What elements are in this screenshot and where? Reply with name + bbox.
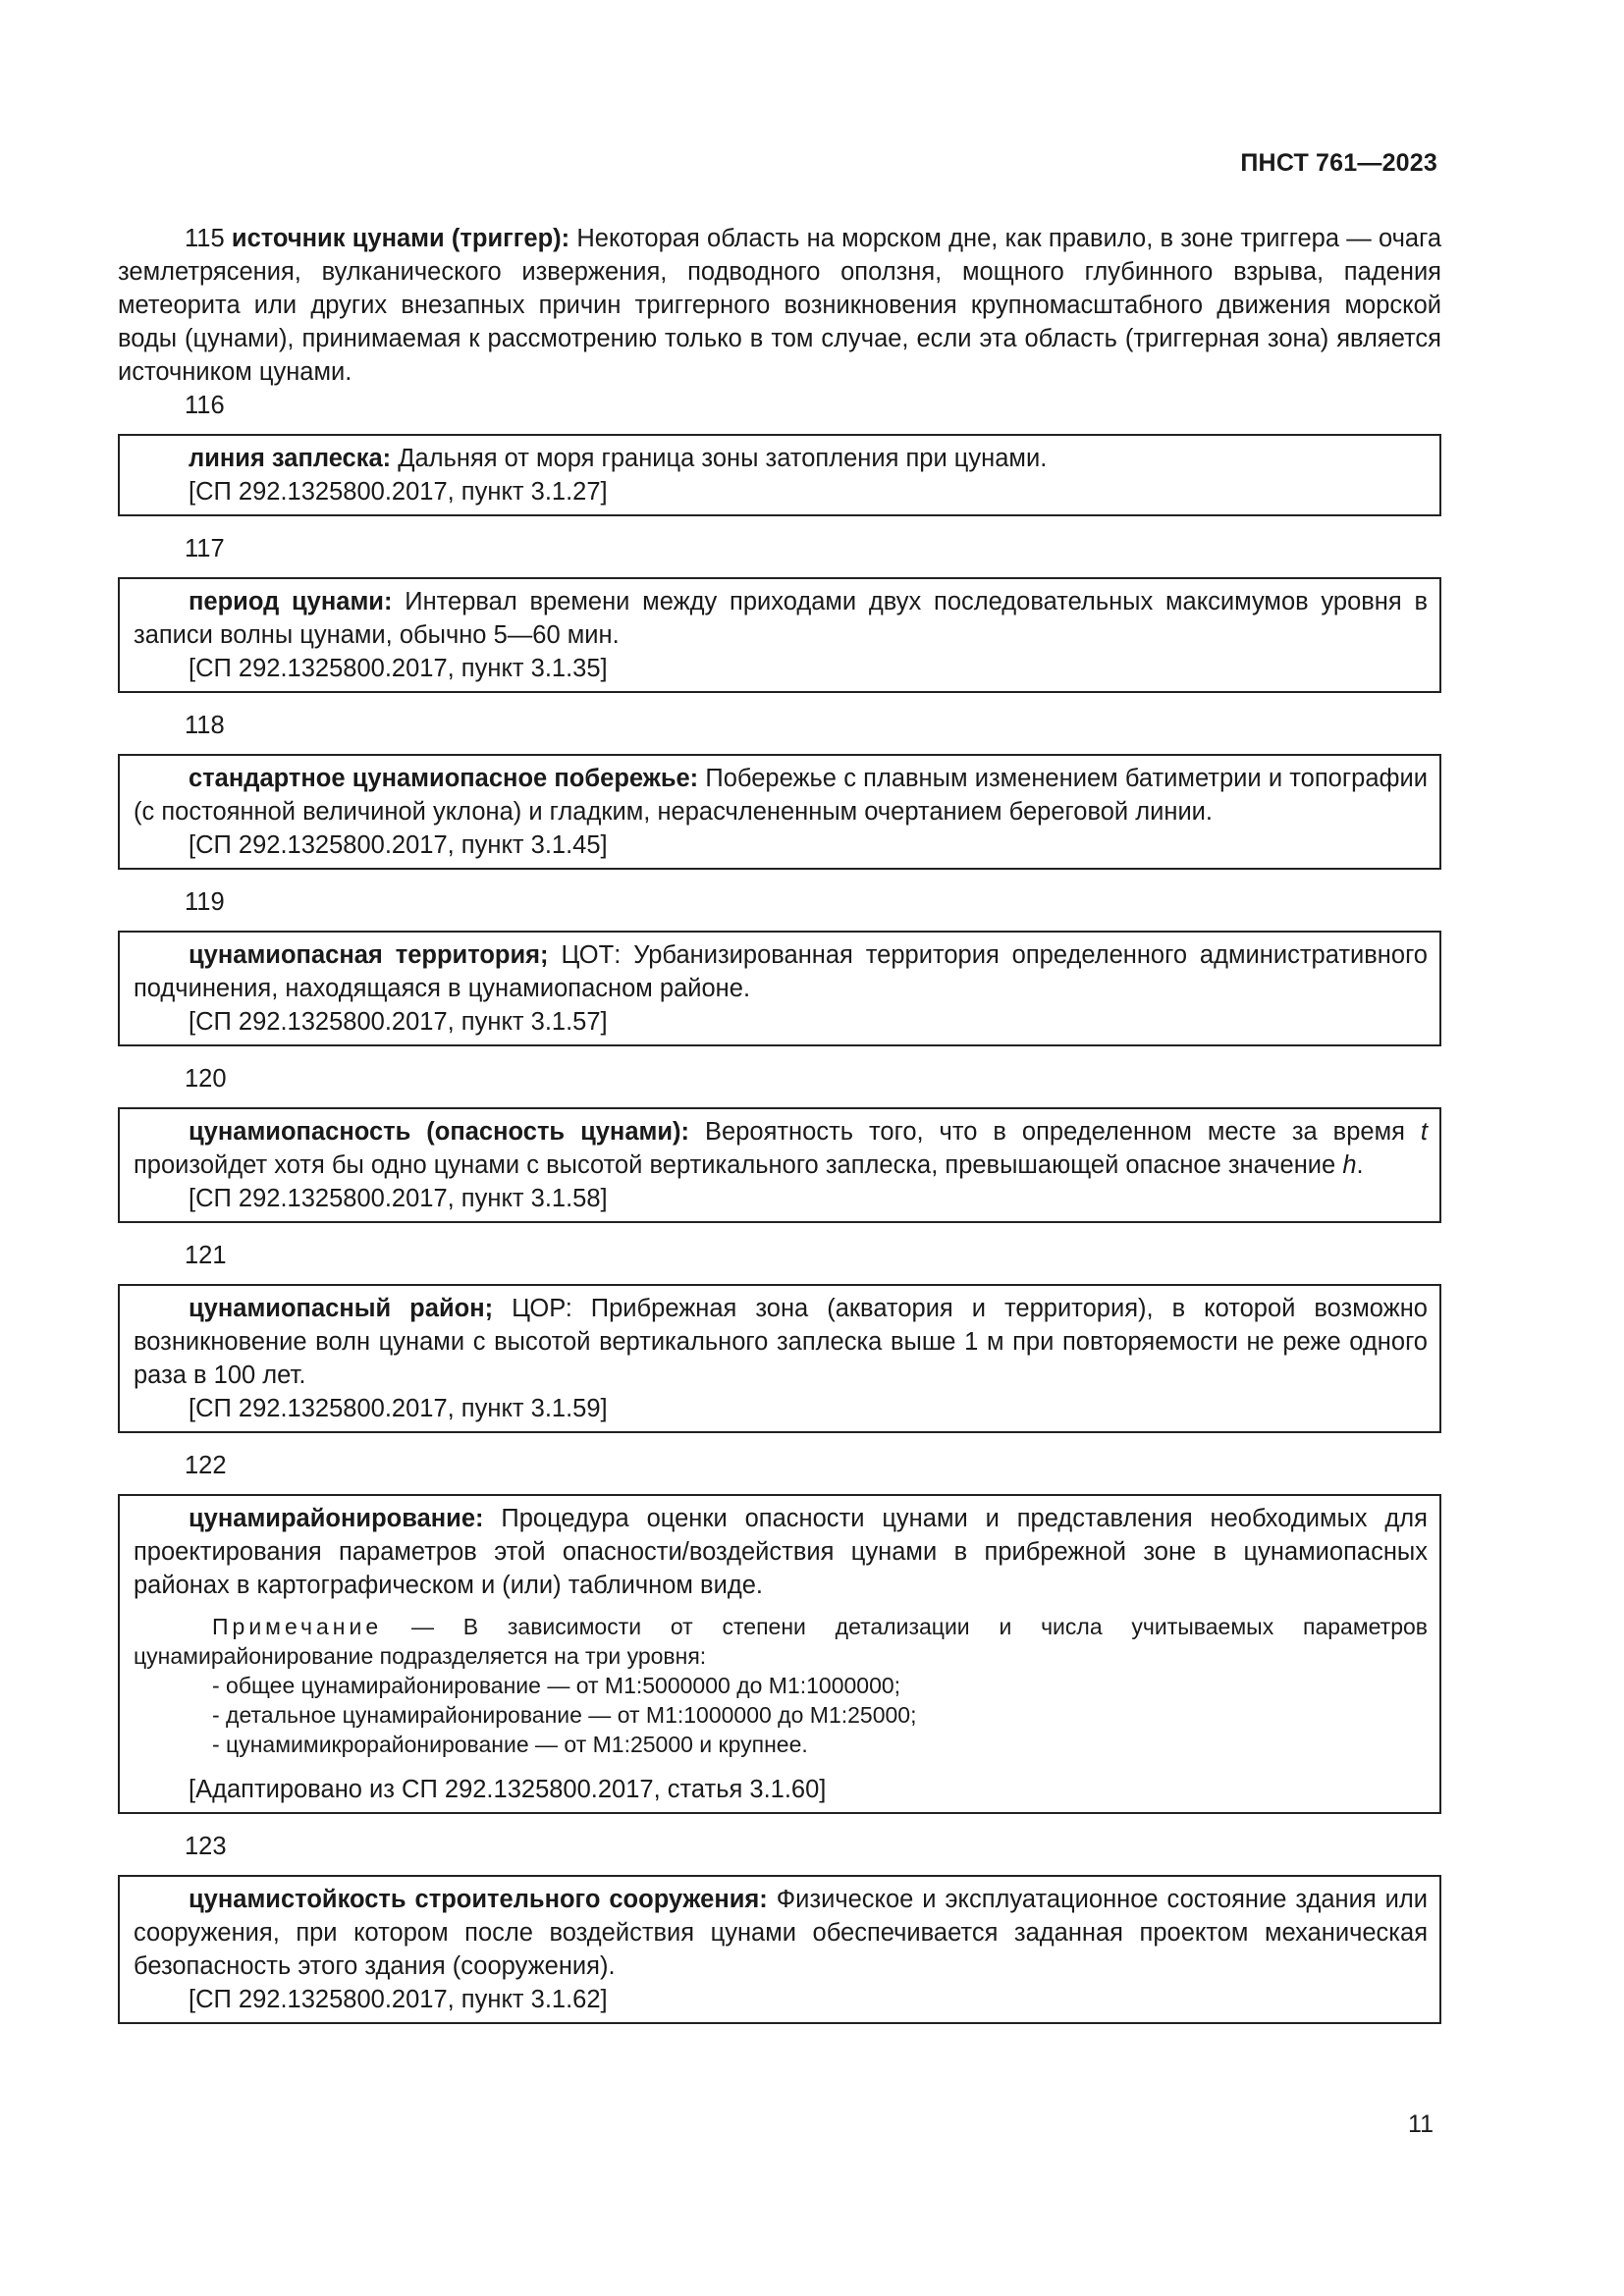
entry-number: 122	[185, 1452, 227, 1479]
entry-definition: Процедура оценки опасности цунами и представления необходимых для проектирования параметров этой опасности/воздействия цунами в прибрежной зоне в цунамиопасных районах в картографическом и (или) табличном виде.	[134, 1505, 1428, 1599]
entry-number: 118	[185, 712, 225, 739]
entry-term: цунамиопасный район;	[189, 1295, 494, 1322]
entry-definition: Физическое и эксплуатационное состояние здания или сооружения, при котором после воздействия цунами обеспечивается заданная проектом механическая безопасность этого здания (сооружения).	[134, 1886, 1428, 1980]
entry-120-box	[118, 1107, 1441, 1223]
page-number: 11	[1408, 2110, 1434, 2138]
entry-term: цунамиопасность (опасность цунами):	[189, 1118, 690, 1146]
entry-source: [СП 292.1325800.2017, пункт 3.1.57]	[189, 1008, 608, 1036]
entry-term: период цунами:	[189, 588, 393, 615]
entry-number: 116	[185, 392, 225, 419]
entry-number: 117	[185, 535, 225, 562]
entry-definition: Вероятность того, что в определенном месте за время	[705, 1118, 1405, 1146]
entry-source: [СП 292.1325800.2017, пункт 3.1.35]	[189, 655, 608, 682]
entry-term: источник цунами (триггер):	[231, 225, 570, 252]
entry-117-box	[118, 577, 1441, 693]
terms-content	[118, 222, 1441, 2040]
entry-number: 119	[185, 888, 225, 916]
note-list-item: - детальное цунамирайонирование — от М1:1000000 до М1:25000;	[212, 1702, 917, 1728]
note-list-item: - общее цунамирайонирование — от М1:5000000 до М1:1000000;	[212, 1673, 901, 1698]
entry-source: [Адаптировано из СП 292.1325800.2017, статья 3.1.60]	[189, 1776, 827, 1803]
note-list-item: - цунамимикрорайонирование — от М1:25000 и крупнее.	[212, 1732, 808, 1757]
entry-definition: ЦОР: Прибрежная зона (акватория и территория), в которой возможно возникновение волн цунами с высотой вертикального заплеска выше 1 м при повторяемости не реже одного раза в 100 лет.	[134, 1295, 1428, 1389]
entry-source: [СП 292.1325800.2017, пункт 3.1.58]	[189, 1185, 608, 1212]
variable-t: t	[1420, 1118, 1428, 1146]
entry-115	[118, 222, 1441, 389]
entry-definition: Побережье с плавным изменением батиметрии и топографии (с постоянной величиной уклона) и гладким, нерасчлененным очертанием береговой линии.	[134, 765, 1428, 826]
entry-121-box	[118, 1284, 1441, 1433]
entry-source: [СП 292.1325800.2017, пункт 3.1.59]	[189, 1395, 608, 1422]
note-label: Примечание	[212, 1614, 383, 1639]
entry-term: линия заплеска:	[189, 445, 392, 472]
entry-definition: Дальняя от моря граница зоны затопления при цунами.	[398, 445, 1048, 472]
entry-note	[134, 1612, 1428, 1759]
entry-119-box	[118, 931, 1441, 1046]
entry-term: цунамистойкость строительного сооружения:	[189, 1886, 768, 1913]
entry-term: стандартное цунамиопасное побережье:	[189, 765, 699, 792]
entry-definition: ЦОТ: Урбанизированная территория определенного административного подчинения, находящаяся в цунамиопасном районе.	[134, 941, 1428, 1002]
entry-number: 115	[185, 225, 225, 252]
entry-definition: Некоторая область на морском дне, как правило, в зоне триггера — очага землетрясения, вулканического извержения, подводного оползня, мощного глубинного взрыва, падения метеорита или других внезапных причин триггерного возникновения крупномасштабного движения морской воды (цунами), принимаемая к рассмотрению только в том случае, если эта область (триггерная зона) является источником цунами.	[118, 225, 1442, 386]
variable-h: h	[1342, 1151, 1357, 1179]
entry-number: 123	[185, 1833, 227, 1860]
document-code: ПНСТ 761—2023	[1240, 149, 1437, 177]
entry-source: [СП 292.1325800.2017, пункт 3.1.27]	[189, 478, 608, 506]
note-text: — В зависимости от степени детализации и числа учитываемых параметров цунамирайонирование подразделяется на три уровня:	[134, 1614, 1428, 1669]
entry-116-box	[118, 434, 1441, 516]
entry-definition-end: .	[1356, 1151, 1364, 1179]
entry-122-box	[118, 1494, 1441, 1814]
entry-definition-cont: произойдет хотя бы одно цунами с высотой вертикального заплеска, превышающей опасное значение	[134, 1151, 1336, 1179]
entry-118-box	[118, 754, 1441, 870]
entry-term: цунамиопасная территория;	[189, 941, 549, 969]
entry-source: [СП 292.1325800.2017, пункт 3.1.45]	[189, 831, 608, 859]
entry-number: 120	[185, 1065, 227, 1093]
entry-definition: Интервал времени между приходами двух последовательных максимумов уровня в записи волны цунами, обычно 5—60 мин.	[134, 588, 1428, 649]
entry-number: 121	[185, 1242, 227, 1269]
entry-source: [СП 292.1325800.2017, пункт 3.1.62]	[189, 1986, 608, 2013]
entry-term: цунамирайонирование:	[189, 1505, 484, 1532]
note-list	[134, 1671, 1428, 1759]
entry-123-box	[118, 1875, 1441, 2024]
